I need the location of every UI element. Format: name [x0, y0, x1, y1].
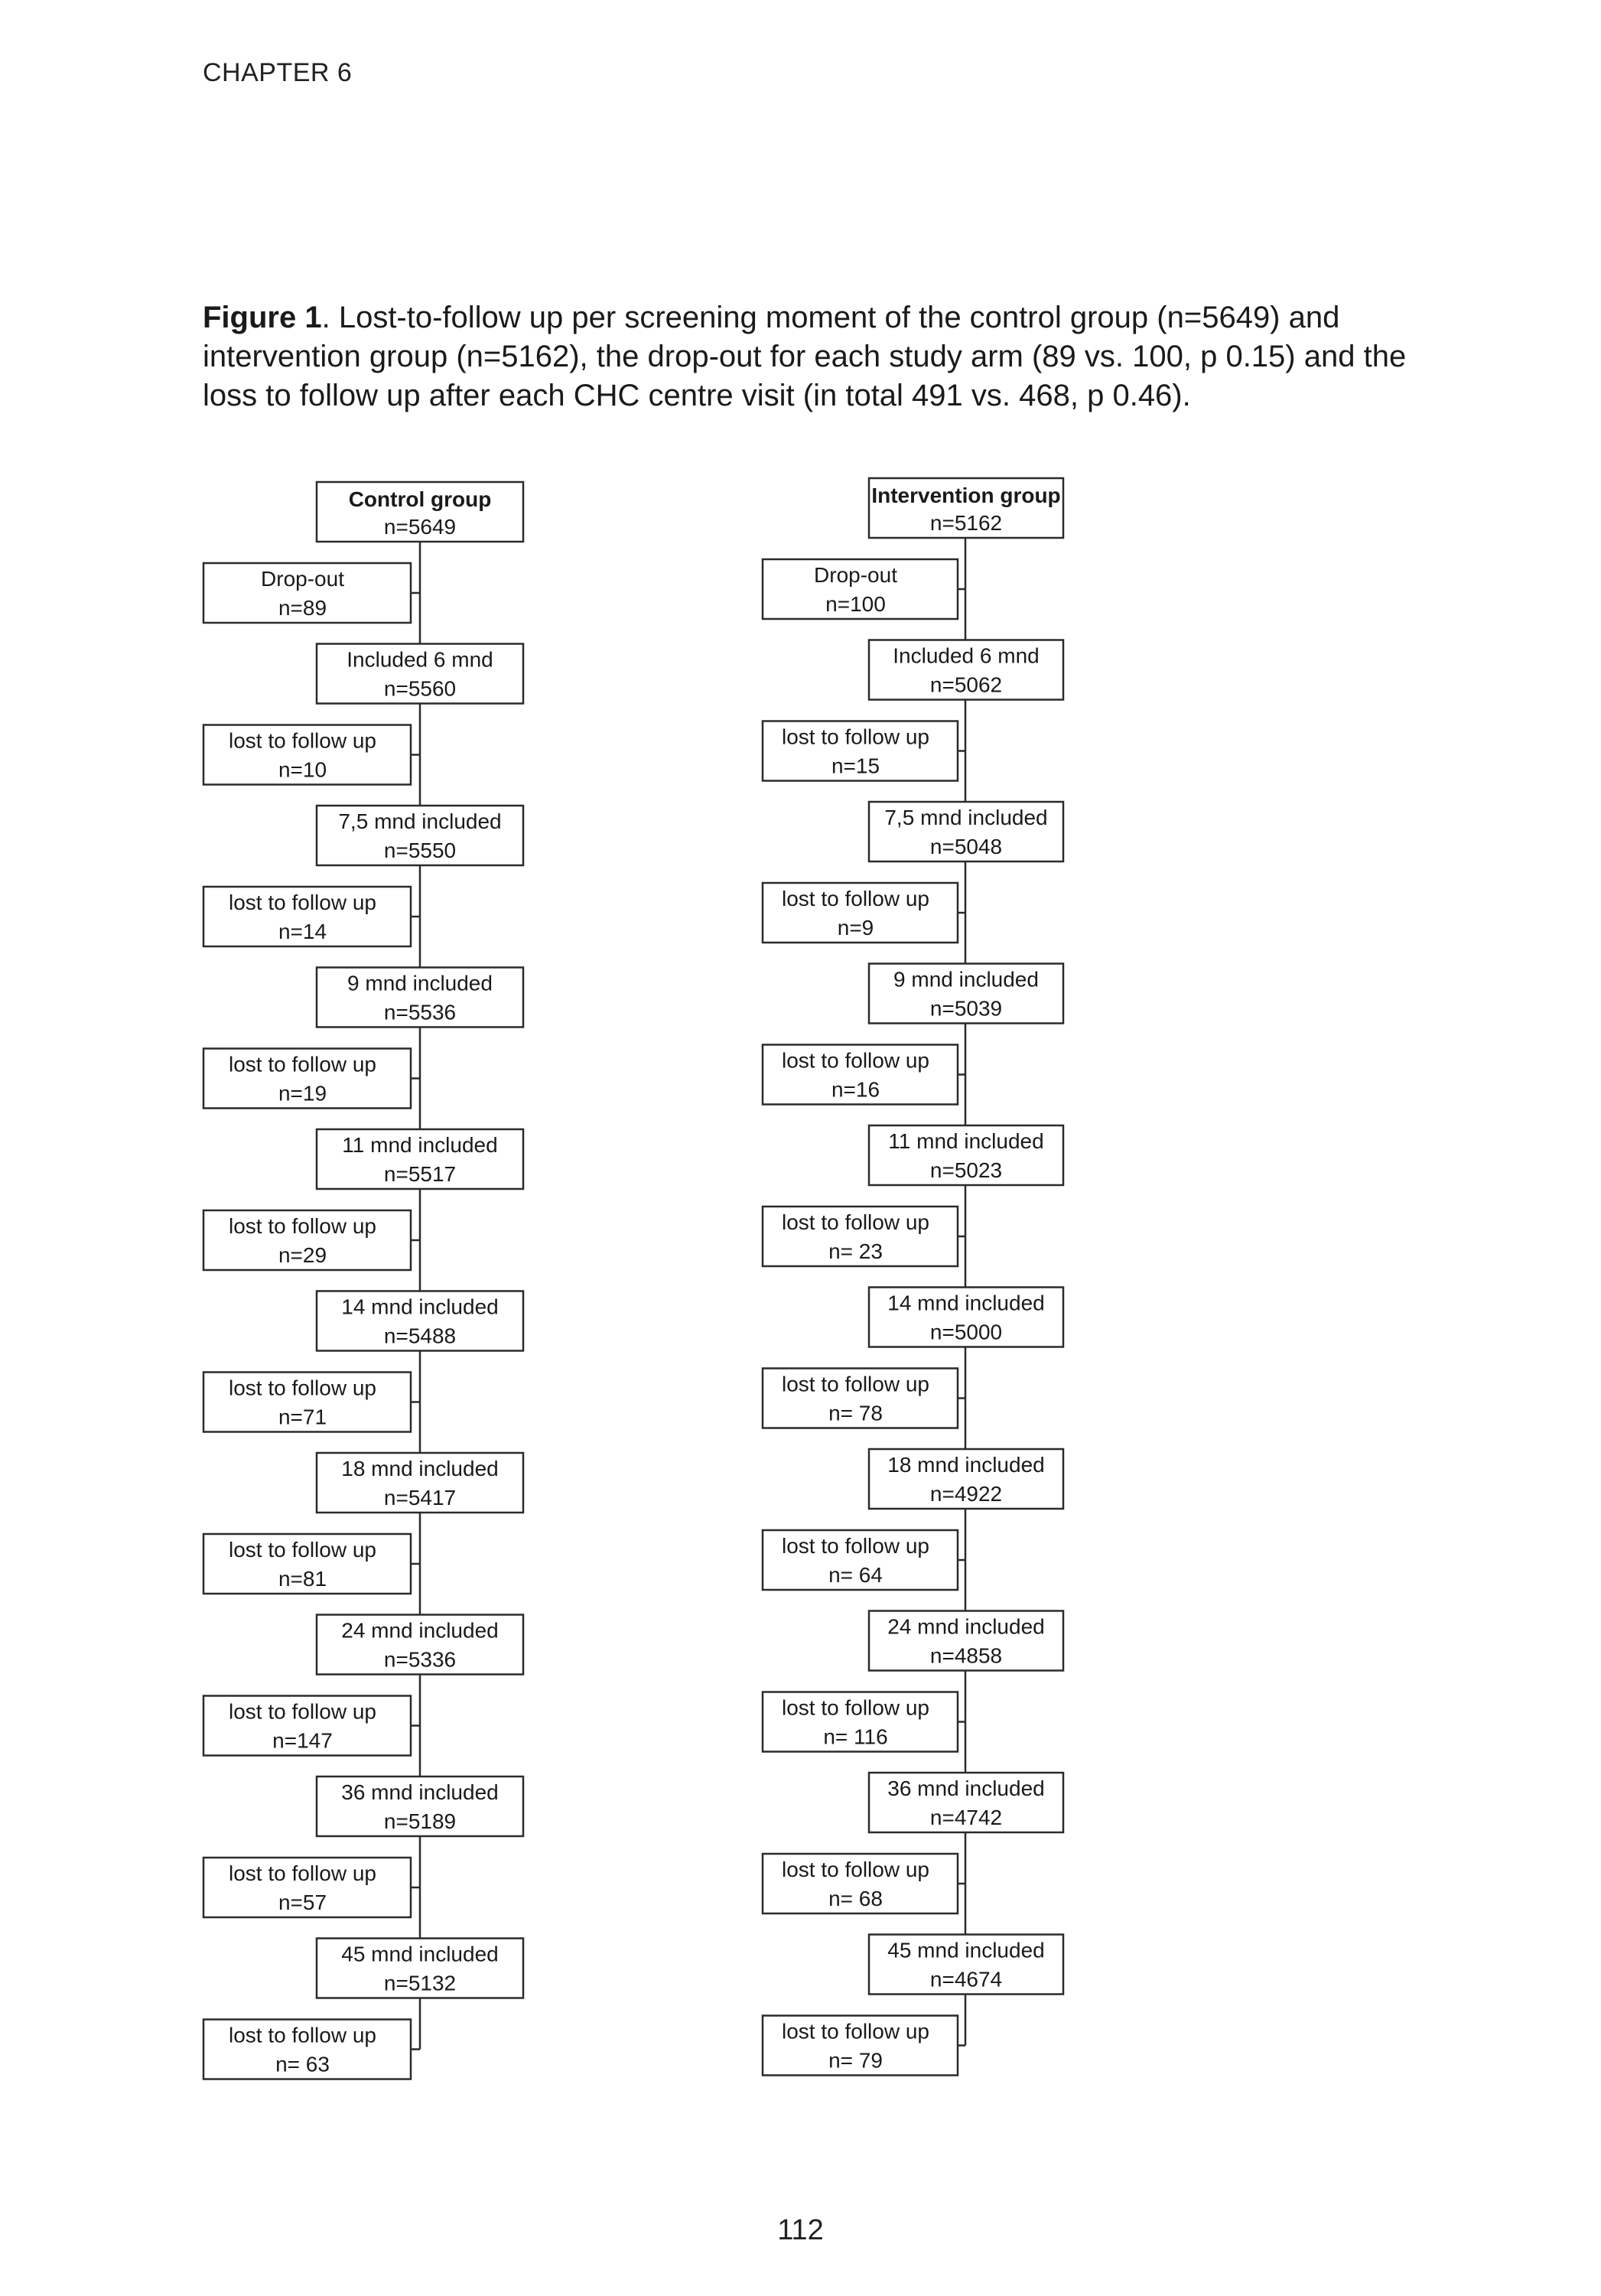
exclusion-n: n=147	[272, 1728, 333, 1753]
exclusion-n: n= 79	[828, 2048, 883, 2073]
included-n: n=5132	[383, 1971, 457, 1995]
exclusion-label: lost to follow up	[782, 1858, 929, 1881]
included-n: n=5189	[383, 1809, 457, 1833]
exclusion-n: n=81	[278, 1567, 327, 1591]
included-label: 11 mnd included	[342, 1133, 498, 1157]
group-n: n=5162	[929, 511, 1003, 535]
included-label: 45 mnd included	[341, 1942, 499, 1966]
included-label: Included 6 mnd	[347, 647, 493, 672]
included-n: n=5062	[929, 673, 1003, 697]
included-n: n=5560	[383, 676, 457, 701]
included-label: 24 mnd included	[887, 1614, 1045, 1639]
exclusion-n: n=14	[278, 920, 327, 943]
exclusion-label: lost to follow up	[782, 1534, 929, 1558]
exclusion-n: n=19	[278, 1081, 327, 1106]
exclusion-n: n=10	[278, 757, 327, 782]
exclusion-n: n=16	[831, 1077, 880, 1102]
exclusion-label: Drop-out	[814, 563, 897, 587]
exclusion-label: lost to follow up	[229, 2023, 376, 2047]
figure-label: Figure 1	[203, 301, 322, 334]
exclusion-label: lost to follow up	[229, 1861, 376, 1885]
exclusion-n: n= 63	[275, 2052, 330, 2076]
exclusion-label: lost to follow up	[229, 891, 376, 914]
figure-caption-text: . Lost-to-follow up per screening moment of the control group (n=5649) and intervention group (n=5162), the drop-out for each study arm (89 vs. 100, p 0.15) and the loss to follow up after each CHC centre visit (in total 491 vs. 468, p 0.46).	[203, 301, 1407, 412]
exclusion-n: n= 116	[823, 1724, 888, 1749]
included-label: 36 mnd included	[887, 1777, 1045, 1800]
included-n: n=5023	[929, 1158, 1003, 1182]
exclusion-label: lost to follow up	[782, 1048, 929, 1073]
included-label: 7,5 mnd included	[338, 809, 502, 833]
included-n: n=5039	[929, 996, 1003, 1021]
page-number: 112	[777, 2214, 824, 2246]
exclusion-n: n= 68	[828, 1887, 883, 1910]
exclusion-label: lost to follow up	[229, 728, 376, 753]
exclusion-label: lost to follow up	[782, 1210, 929, 1234]
included-label: 11 mnd included	[888, 1129, 1044, 1153]
included-n: n=5488	[383, 1324, 457, 1348]
group-n: n=5649	[383, 515, 457, 539]
included-label: 7,5 mnd included	[884, 806, 1048, 829]
exclusion-n: n=89	[278, 596, 327, 620]
exclusion-n: n=71	[278, 1405, 327, 1429]
exclusion-label: lost to follow up	[229, 1538, 376, 1562]
group-title: Intervention group	[871, 484, 1061, 507]
exclusion-label: lost to follow up	[229, 1052, 376, 1076]
included-n: n=4674	[929, 1967, 1003, 1991]
exclusion-n: n= 64	[828, 1563, 883, 1587]
included-label: 36 mnd included	[341, 1780, 499, 1804]
chapter-header: CHAPTER 6	[203, 58, 353, 87]
exclusion-n: n=29	[278, 1243, 327, 1267]
included-n: n=5000	[929, 1320, 1003, 1344]
included-n: n=4858	[929, 1643, 1003, 1668]
included-n: n=5417	[383, 1486, 457, 1509]
included-label: 14 mnd included	[887, 1291, 1045, 1315]
exclusion-label: lost to follow up	[782, 1695, 929, 1720]
included-label: Included 6 mnd	[893, 643, 1040, 668]
included-label: 18 mnd included	[341, 1457, 499, 1480]
exclusion-n: n= 23	[828, 1239, 883, 1263]
included-label: 18 mnd included	[887, 1453, 1045, 1477]
included-label: 9 mnd included	[347, 971, 493, 995]
exclusion-label: lost to follow up	[229, 1214, 376, 1238]
included-label: 9 mnd included	[893, 967, 1039, 992]
exclusion-n: n=57	[278, 1891, 327, 1914]
included-label: 45 mnd included	[887, 1938, 1045, 1962]
included-n: n=5536	[383, 1000, 457, 1024]
included-n: n=5550	[383, 839, 457, 862]
group-title: Control group	[348, 487, 492, 511]
included-n: n=5517	[383, 1162, 457, 1186]
exclusion-n: n=100	[825, 592, 886, 616]
included-label: 14 mnd included	[341, 1295, 499, 1319]
exclusion-label: lost to follow up	[782, 2019, 929, 2044]
exclusion-label: lost to follow up	[782, 887, 929, 910]
included-n: n=5048	[929, 835, 1003, 858]
included-n: n=5336	[383, 1647, 457, 1672]
exclusion-label: lost to follow up	[229, 1376, 376, 1400]
included-label: 24 mnd included	[341, 1618, 499, 1643]
exclusion-label: lost to follow up	[229, 1699, 376, 1724]
exclusion-n: n=15	[831, 754, 880, 778]
exclusion-label: lost to follow up	[782, 1372, 929, 1396]
exclusion-n: n=9	[837, 916, 874, 940]
included-n: n=4922	[929, 1482, 1003, 1506]
exclusion-n: n= 78	[828, 1401, 883, 1425]
included-n: n=4742	[929, 1806, 1003, 1829]
exclusion-label: Drop-out	[261, 567, 344, 591]
exclusion-label: lost to follow up	[782, 725, 929, 749]
